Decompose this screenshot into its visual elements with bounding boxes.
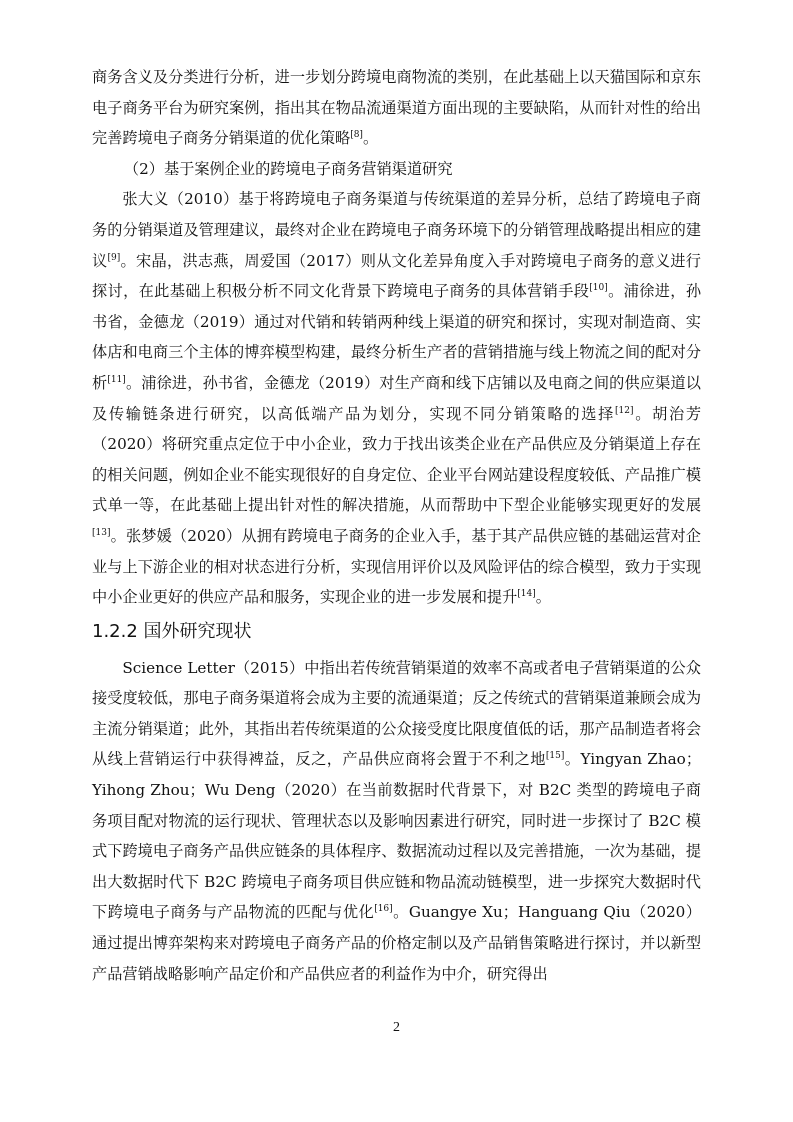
paragraph-foreign-research bbox=[92, 653, 701, 990]
page-number: 2 bbox=[393, 1020, 400, 1035]
paragraph-text: 。浦徐进，孙书省，金德龙（2019）通过对代销和转销两种线上渠道的研究和探讨，实现对制造商、实体店和电商三个主体的博弈模型构建，最终分析生产者的营销措施与线上物流之间的配对分析 bbox=[92, 282, 702, 392]
citation-ref: [8] bbox=[350, 130, 363, 141]
citation-ref: [9] bbox=[107, 252, 121, 263]
paragraph-text: 。 bbox=[362, 129, 379, 148]
paragraph-continuation bbox=[92, 62, 701, 154]
citation-ref: [15] bbox=[545, 751, 565, 762]
citation-ref: [14] bbox=[517, 589, 536, 600]
paragraph-text: 。Yingyan Zhao；Yihong Zhou；Wu Deng（2020）在当前数据时代背景下，对 B2C 类型的跨境电子商务项目配对物流的运行现状、管理状态以及影响因素进行研究，同时进一步探讨了 B2C 模式下跨境电子商务产品供应链条的具体程序、数据流动过程以及完善措施，一次为基础，提出大数据时代下 B2C 跨境电子商务项目供应链和物品流动链模型，进一步探究大数据时代下跨境电子商务与产品物流的匹配与优化 bbox=[92, 750, 702, 922]
citation-ref: [11] bbox=[107, 374, 126, 385]
citation-ref: [16] bbox=[374, 904, 393, 915]
paragraph-text: 张大义（2010）基于将跨境电子商务渠道与传统渠道的差异分析，总结了跨境电子商务的分销渠道及管理建议，最终对企业在跨境电子商务环境下的分销管理战略提出相应的建议 bbox=[92, 190, 701, 270]
citation-ref: [13] bbox=[92, 527, 111, 538]
subheading: （2）基于案例企业的跨境电子商务营销渠道研究 bbox=[123, 159, 453, 178]
paragraph-text: 。宋晶，洪志燕，周爱国（2017）则从文化差异角度入手对跨境电子商务的意义进行探讨，在此基础上积极分析不同文化背景下跨境电子商务的具体营销手段 bbox=[92, 251, 701, 301]
paragraph-text: 。 bbox=[535, 588, 551, 607]
paragraph-text: 。胡治芳（2020）将研究重点定位于中小企业，致力于找出该类企业在产品供应及分销渠道上存在的相关问题，例如企业不能实现很好的自身定位、企业平台网站建设程度较低、产品推广模式单一等，在此基础上提出针对性的解决措施，从而帮助中下型企业能够实现更好的发展 bbox=[92, 404, 702, 515]
paragraph-text: 。浦徐进，孙书省，金德龙（2019）对生产商和线下店铺以及电商之间的供应渠道以及传输链条进行研究，以高低端产品为划分，实现不同分销策略的选择 bbox=[92, 373, 701, 423]
page-body bbox=[92, 62, 701, 989]
citation-ref: [10] bbox=[589, 283, 608, 294]
paragraph-case-studies bbox=[92, 184, 701, 612]
citation-ref: [12] bbox=[615, 405, 634, 416]
paragraph-text: Science Letter（2015）中指出若传统营销渠道的效率不高或者电子营销渠道的公众接受度较低，那电子商务渠道将会成为主要的流通渠道；反之传统式的营销渠道兼顾会成为主流分销渠道；此外，其指出若传统渠道的公众接受度比限度值低的话，那产品制造者将会从线上营销运行中获得裨益，反之，产品供应商将会置于不利之地 bbox=[92, 658, 701, 769]
paragraph-text: 。Guangye Xu；Hanguang Qiu（2020）通过提出博弈架构来对跨境电子商务产品的价格定制以及产品销售策略进行探讨，并以新型产品营销战略影响产品定价和产品供应者的利益作为中介，研究得出 bbox=[92, 903, 702, 983]
paragraph-text: 。张梦媛（2020）从拥有跨境电子商务的企业入手，基于其产品供应链的基础运营对企业与上下游企业的相对状态进行分析，实现信用评价以及风险评估的综合模型，致力于实现中小企业更好的供应产品和服务，实现企业的进一步发展和提升 bbox=[92, 526, 701, 607]
section-heading: 1.2.2 国外研究现状 bbox=[92, 620, 252, 642]
paragraph-text: 商务含义及分类进行分析，进一步划分跨境电商物流的类别，在此基础上以天猫国际和京东电子商务平台为研究案例，指出其在物品流通渠道方面出现的主要缺陷，从而针对性的给出完善跨境电子商务分销渠道的优化策略 bbox=[92, 68, 701, 148]
